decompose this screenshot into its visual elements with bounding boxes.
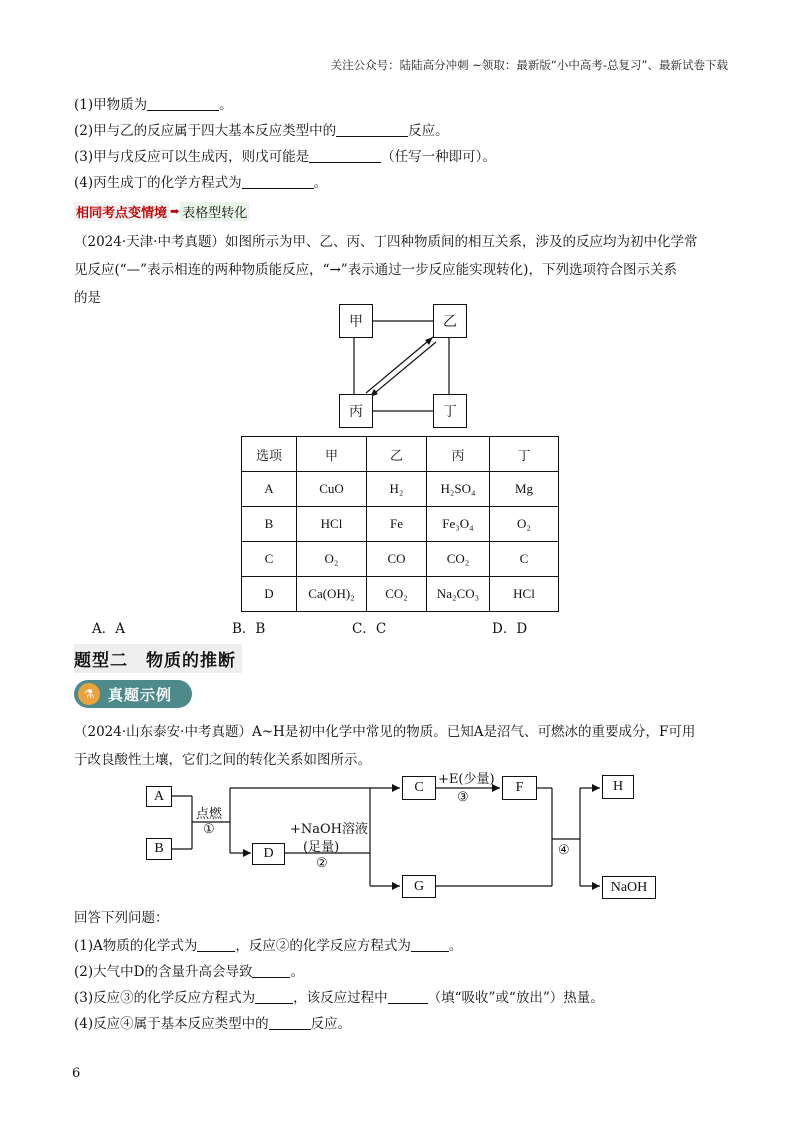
flow-diagram [0, 760, 800, 905]
arrow-right-icon: ➡ [170, 204, 180, 218]
label-reaction-1: ① [203, 822, 215, 837]
table-header: 选项 [242, 437, 297, 472]
choice-a[interactable]: A．A [92, 621, 125, 637]
node-jia: 甲 [339, 304, 373, 338]
answer-blank[interactable] [252, 963, 290, 978]
question-2-top: (2)甲与乙的反应属于四大基本反应类型中的 反应。 [74, 123, 449, 139]
table-header: 丙 [427, 437, 490, 472]
variant-tag [74, 201, 249, 221]
table-header: 丁 [490, 437, 559, 472]
label-plus-e: +E(少量) [438, 772, 495, 787]
answer-blank[interactable] [197, 937, 235, 952]
node-f: F [502, 776, 537, 800]
table-cell: D [242, 577, 297, 612]
label-excess: (足量) [303, 840, 340, 855]
table-cell: B [242, 507, 297, 542]
problem-2-text: （2024·山东泰安·中考真题）A~H是初中化学中常见的物质。已知A是沼气、可燃冰的重要成分，F可用 于改良酸性土壤，它们之间的转化关系如图所示。 [74, 724, 696, 768]
choice-c[interactable]: C．C [352, 621, 387, 637]
answer-blank[interactable] [242, 174, 314, 189]
table-header: 乙 [367, 437, 427, 472]
question-1-top: (1)甲物质为 。 [74, 97, 233, 113]
problem-1-text: （2024·天津·中考真题）如图所示为甲、乙、丙、丁四种物质间的相互关系，涉及的反应均为初中化学常 见反应(“—”表示相连的两种物质能反应，“→”表示通过一步反应能实现转化)，下列选项符合图示关系 的是 [74, 234, 698, 306]
table-row [242, 507, 559, 542]
answer-blank[interactable] [269, 1015, 311, 1030]
tag-red-label: 相同考点变情境 [74, 202, 169, 221]
header-note: 关注公众号：陆陆高分冲刺 ~领取：最新版“小中高考-总复习”、最新试卷下载 [330, 58, 728, 72]
question-4-bottom: (4)反应④属于基本反应类型中的 反应。 [74, 1016, 352, 1032]
answer-blank[interactable] [309, 148, 381, 163]
answer-intro: 回答下列问题： [74, 910, 169, 926]
table-header: 甲 [297, 437, 367, 472]
node-g: G [402, 875, 436, 898]
node-h: H [602, 775, 634, 799]
table-cell: A [242, 472, 297, 507]
node-c: C [402, 776, 436, 800]
label-reaction-3: ③ [457, 790, 469, 805]
answer-blank[interactable] [147, 96, 219, 111]
table-cell: Na₂CO₃ [427, 577, 490, 612]
table-cell: Fe₃O₄ [427, 507, 490, 542]
table-cell: HCl [490, 577, 559, 612]
answer-blank[interactable] [255, 989, 293, 1004]
table-cell: H₂SO₄ [427, 472, 490, 507]
table-cell: C [242, 542, 297, 577]
choice-d[interactable]: D．D [492, 621, 528, 637]
table-cell: Fe [367, 507, 427, 542]
question-3-bottom: (3)反应③的化学反应方程式为 ，该反应过程中 （填“吸收”或“放出”）热量。 [74, 990, 604, 1006]
answer-blank[interactable] [388, 989, 428, 1004]
node-b: B [146, 838, 172, 860]
section-title: 题型二 物质的推断 [74, 644, 242, 673]
choice-b[interactable]: B．B [232, 621, 266, 637]
node-ding: 丁 [433, 394, 467, 428]
label-reaction-4: ④ [558, 843, 570, 858]
table-cell: HCl [297, 507, 367, 542]
table-cell: C [490, 542, 559, 577]
question-1-bottom: (1)A物质的化学式为 ，反应②的化学反应方程式为 。 [74, 938, 463, 954]
table-cell: Ca(OH)₂ [297, 577, 367, 612]
label-naoh-solution: +NaOH溶液 [290, 822, 369, 837]
table-cell: H₂ [367, 472, 427, 507]
label-ignite: 点燃 [196, 807, 223, 822]
node-yi: 乙 [433, 304, 467, 338]
question-4-top: (4)丙生成丁的化学方程式为 。 [74, 175, 328, 191]
question-3-top: (3)甲与戊反应可以生成丙，则戊可能是 （任写一种即可）。 [74, 149, 496, 165]
node-a: A [146, 786, 172, 807]
table-cell: CO [367, 542, 427, 577]
node-bing: 丙 [339, 394, 373, 428]
label-reaction-2: ② [316, 856, 328, 871]
table-cell: CuO [297, 472, 367, 507]
table-cell: O₂ [297, 542, 367, 577]
table-cell: CO₂ [427, 542, 490, 577]
options-table [241, 436, 559, 612]
table-row [242, 542, 559, 577]
badge-label: 真题示例 [108, 685, 173, 704]
table-row [242, 577, 559, 612]
page-number: 6 [72, 1066, 81, 1081]
tag-green-label: 表格型转化 [180, 202, 249, 221]
answer-blank[interactable] [336, 122, 408, 137]
table-row [242, 472, 559, 507]
table-cell: Mg [490, 472, 559, 507]
example-badge [74, 680, 192, 708]
table-cell: CO₂ [367, 577, 427, 612]
answer-blank[interactable] [411, 937, 449, 952]
node-naoh: NaOH [602, 876, 656, 899]
flask-icon: ⚗ [78, 683, 100, 705]
node-d: D [252, 843, 285, 865]
table-header-row [242, 437, 559, 472]
question-2-bottom: (2)大气中D的含量升高会导致 。 [74, 964, 304, 980]
table-cell: O₂ [490, 507, 559, 542]
